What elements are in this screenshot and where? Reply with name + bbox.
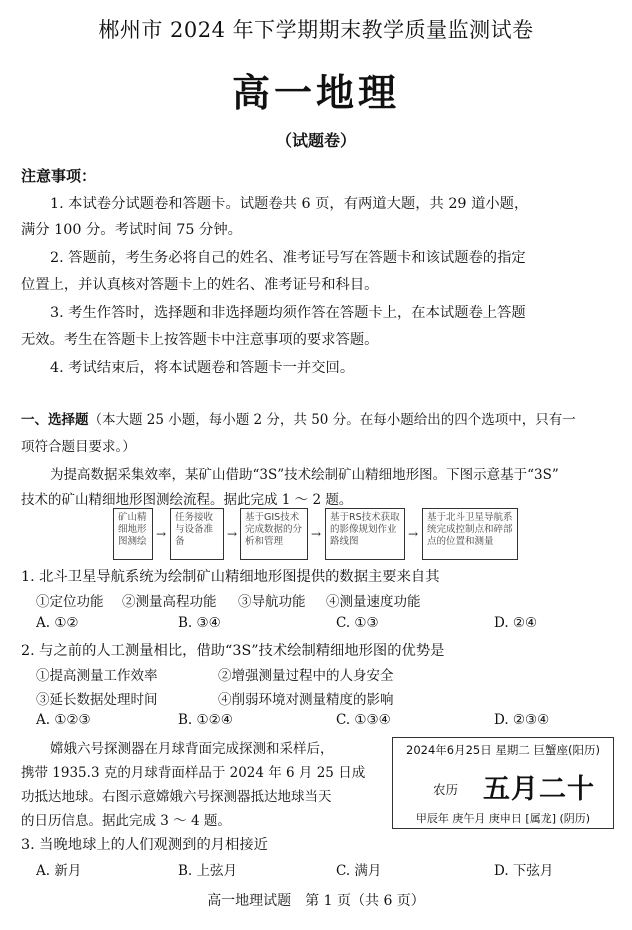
q1-item: ③导航功能 [238,594,306,610]
calendar-lunar-label: 农历 [433,782,459,797]
q1-option-b: B. ③④ [178,615,221,631]
passage2-line: 嫦娥六号探测器在月球背面完成探测和采样后， [50,741,334,757]
page-footer: 高一地理试题 第 1 页（共 6 页） [207,893,425,909]
q2-option-a: A. ①②③ [36,712,91,728]
flow-arrow-icon: → [311,527,322,541]
flow-step: 基于RS技术获取的影像规划作业路线图 [325,508,405,560]
q3-option-c: C. 满月 [336,863,382,879]
subject-title: 高一地理 [231,71,400,115]
notice-heading: 注意事项： [21,167,97,185]
notice-line: 2. 答题前，考生务必将自己的姓名、准考证号写在答题卡和该试题卷的指定 [50,250,526,266]
calendar-ganzhi: 甲辰年 庚午月 庚申日 [属龙] (阴历) [415,812,591,825]
flow-arrow-icon: → [156,527,167,541]
q2-item: ①提高测量工作效率 [36,668,158,684]
q2-option-d: D. ②③④ [494,712,550,728]
calendar-figure [392,737,614,829]
question-2-stem: 2. 与之前的人工测量相比，借助“3S”技术绘制精细地形图的优势是 [21,643,445,659]
notice-line: 1. 本试卷分试题卷和答题卡。试题卷共 6 页，有两道大题，共 29 道小题， [50,196,529,212]
q3-option-b: B. 上弦月 [178,863,238,879]
flow-arrow-icon: → [227,527,238,541]
notice-line: 位置上，并认真核对答题卡上的姓名、准考证号和科目。 [21,277,379,293]
section-heading-line2: 项符合题目要求。） [21,439,136,455]
q2-item: ③延长数据处理时间 [36,692,158,708]
passage-line: 为提高数据采集效率，某矿山借助“3S”技术绘制矿山精细地形图。下图示意基于“3S” [50,467,559,483]
question-3-stem: 3. 当晚地球上的人们观测到的月相接近 [21,837,268,853]
passage2-line: 功抵达地球。右图示意嫦娥六号探测器抵达地球当天 [21,789,332,805]
flow-step: 矿山精细地形图测绘 [113,508,153,560]
q2-option-b: B. ①②④ [178,712,233,728]
flow-arrow-icon: → [408,527,419,541]
flow-step: 任务接收与设备准备 [170,508,224,560]
notice-line: 无效。考生在答题卡上按答题卡中注意事项的要求答题。 [21,332,379,348]
q1-option-d: D. ②④ [494,615,538,631]
passage2-line: 携带 1935.3 克的月球背面样品于 2024 年 6 月 25 日成 [21,765,366,781]
notice-line: 4. 考试结束后，将本试题卷和答题卡一并交回。 [50,360,355,376]
q1-option-c: C. ①③ [336,615,379,631]
notice-line: 3. 考生作答时，选择题和非选择题均须作答在答题卡上，在本试题卷上答题 [50,305,526,321]
paper-type-label: （试题卷） [275,131,356,150]
q2-item: ④削弱环境对测量精度的影响 [218,692,394,708]
section-heading-label: 一、选择题 [21,412,89,428]
q1-item: ①定位功能 [36,594,104,610]
q3-option-d: D. 下弦月 [494,863,554,879]
notice-line: 满分 100 分。考试时间 75 分钟。 [21,222,242,238]
calendar-lunar-date: 五月二十 [483,774,595,805]
question-1-stem: 1. 北斗卫星导航系统为绘制矿山精细地形图提供的数据主要来自其 [21,569,440,585]
flow-step: 基于GIS技术完成数据的分析和管理 [240,508,308,560]
q1-option-a: A. ①② [36,615,79,631]
section-heading [21,408,576,428]
calendar-solar-date: 2024年6月25日 星期二 巨蟹座(阳历) [406,743,600,757]
q3-option-a: A. 新月 [36,863,82,879]
section-heading-text: （本大题 25 小题，每小题 2 分，共 50 分。在每小题给出的四个选项中，只有一 [88,412,576,428]
q1-item: ④测量速度功能 [326,594,421,610]
q2-option-c: C. ①③④ [336,712,391,728]
passage2-line: 的日历信息。据此完成 3 ～ 4 题。 [21,813,231,829]
q2-item: ②增强测量过程中的人身安全 [218,668,394,684]
passage-line: 技术的矿山精细地形图测绘流程。据此完成 1 ～ 2 题。 [21,492,353,508]
flow-step: 基于北斗卫星导航系统完成控制点和碎部点的位置和测量 [422,508,518,560]
q1-item: ②测量高程功能 [122,594,217,610]
exam-title: 郴州市 2024 年下学期期末教学质量监测试卷 [98,18,534,42]
